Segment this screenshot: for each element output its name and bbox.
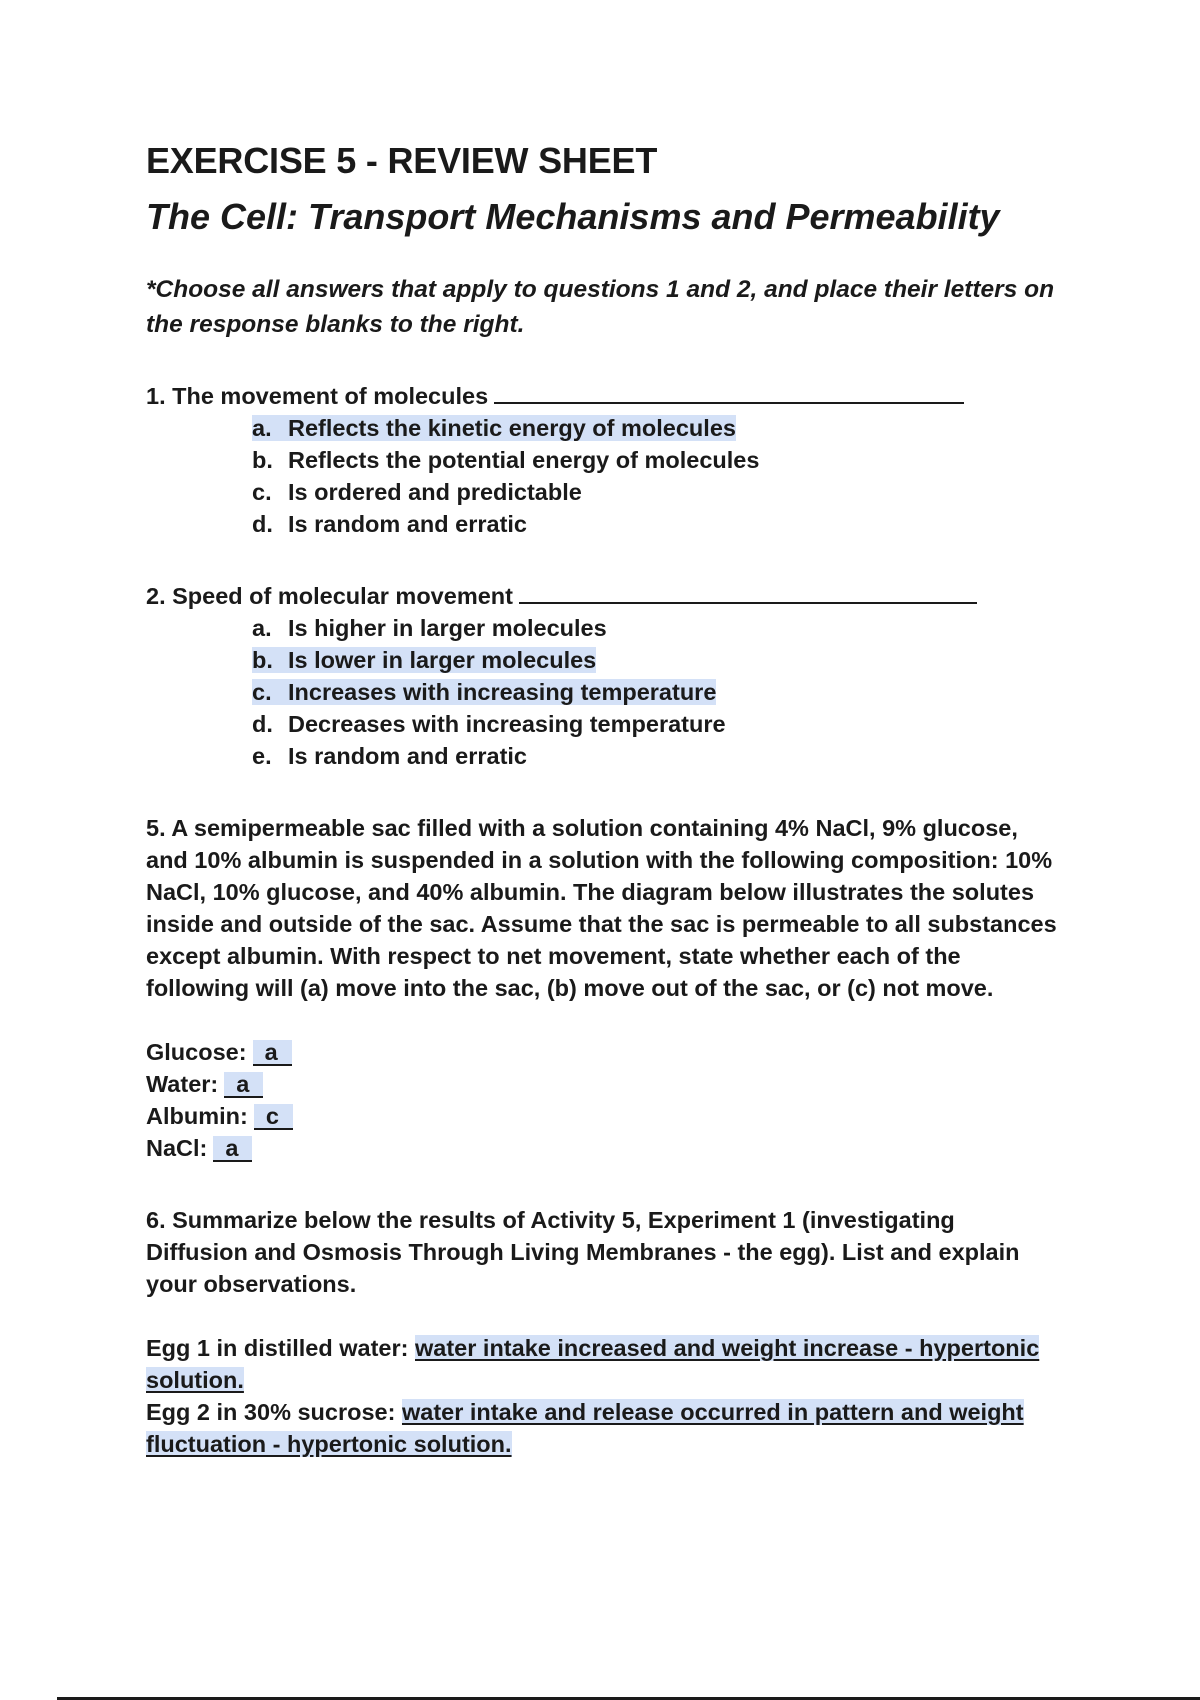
answer-nacl-field[interactable]: a (213, 1136, 252, 1162)
option-1b[interactable]: b. Reflects the potential energy of molecules (252, 447, 760, 473)
question-5-prompt: 5. A semipermeable sac filled with a solution containing 4% NaCl, 9% glucose, and 10% albumin is suspended in a solution with the following composition: 10% NaCl, 10% glucose, and 40% albumin. The diagram below illustrates the solutes inside and outside of the sac. Assume that the sac is permeable to all substances except albumin. With respect to net movement, state whether each of the following will (a) move into the sac, (b) move out of the sac, or (c) not move. (146, 815, 1057, 1001)
option-1d[interactable]: d. Is random and erratic (252, 511, 527, 537)
egg-2-result (146, 1396, 1106, 1428)
option-2a[interactable]: a. Is higher in larger molecules (252, 615, 607, 641)
question-2-response-blank[interactable] (519, 580, 977, 604)
egg-1-label: Egg 1 in distilled water: (146, 1335, 409, 1361)
answer-water-field[interactable]: a (224, 1072, 263, 1098)
egg-1-result-cont (146, 1364, 1106, 1396)
question-5 (146, 812, 1106, 1164)
question-6 (146, 1204, 1106, 1460)
option-1a[interactable]: a. Reflects the kinetic energy of molecules (252, 415, 736, 441)
answer-glucose-field[interactable]: a (253, 1040, 292, 1066)
egg-2-result-cont (146, 1428, 1106, 1460)
egg-2-label: Egg 2 in 30% sucrose: (146, 1399, 396, 1425)
question-1-response-blank[interactable] (494, 380, 964, 404)
option-2c[interactable]: c. Increases with increasing temperature (252, 679, 717, 705)
question-6-answers (146, 1332, 1106, 1460)
option-1c[interactable]: c. Is ordered and predictable (252, 479, 582, 505)
question-2-prompt: 2. Speed of molecular movement (146, 583, 513, 609)
egg-1-answer-line-2[interactable]: solution. (146, 1367, 244, 1393)
option-2d[interactable]: d. Decreases with increasing temperature (252, 711, 726, 737)
instructions: *Choose all answers that apply to questions 1 and 2, and place their letters on the response blanks to the right. (146, 276, 1055, 338)
answer-water: Water: a (146, 1068, 1106, 1100)
option-2e[interactable]: e. Is random and erratic (252, 743, 527, 769)
egg-1-result (146, 1332, 1106, 1364)
question-6-prompt: 6. Summarize below the results of Activity 5, Experiment 1 (investigating Diffusion and Osmosis Through Living Membranes - the egg). List and explain your observations. (146, 1207, 1020, 1297)
answer-nacl: NaCl: a (146, 1132, 1106, 1164)
question-1-prompt: 1. The movement of molecules (146, 383, 489, 409)
page-subtitle: The Cell: Transport Mechanisms and Permeability (146, 196, 1000, 237)
egg-1-answer-line-1[interactable]: water intake increased and weight increase - hypertonic (415, 1335, 1040, 1361)
question-5-answers (146, 1036, 1106, 1164)
question-2 (146, 580, 1106, 772)
answer-albumin: Albumin: c (146, 1100, 1106, 1132)
question-2-options (252, 612, 1106, 772)
review-sheet (146, 140, 1106, 1460)
question-1-options (252, 412, 1106, 540)
answer-albumin-field[interactable]: c (254, 1104, 293, 1130)
egg-2-answer-line-2[interactable]: fluctuation - hypertonic solution. (146, 1431, 512, 1457)
page-title: EXERCISE 5 - REVIEW SHEET (146, 140, 658, 181)
option-2b[interactable]: b. Is lower in larger molecules (252, 647, 597, 673)
question-1 (146, 380, 1106, 540)
answer-glucose: Glucose: a (146, 1036, 1106, 1068)
egg-2-answer-line-1[interactable]: water intake and release occurred in pattern and weight (401, 1399, 1024, 1425)
